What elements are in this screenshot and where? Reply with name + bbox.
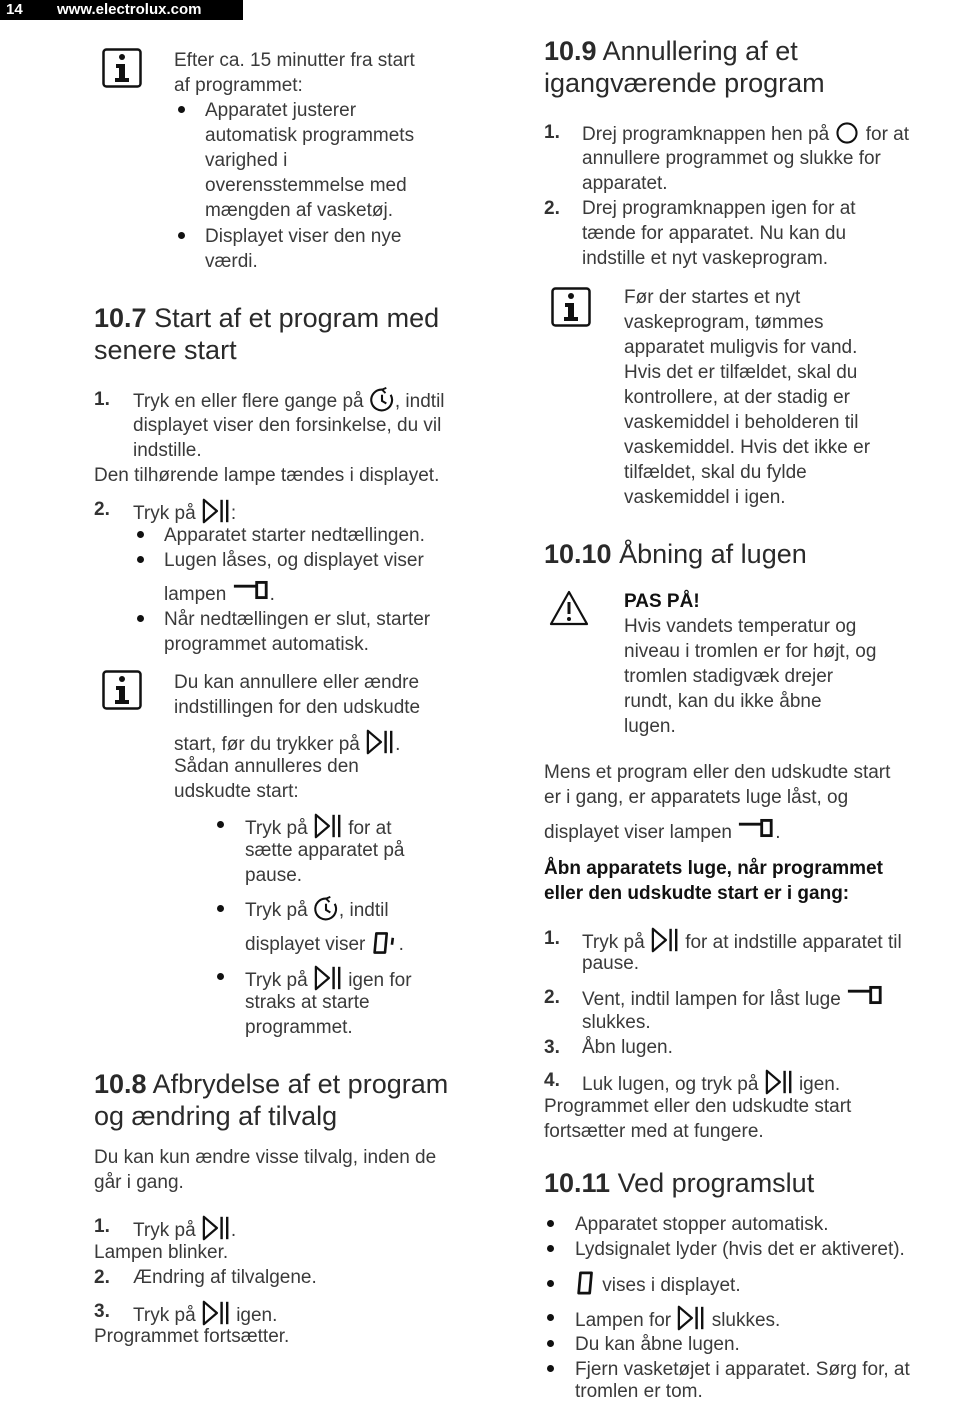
s108-step-3-l2: Programmet fortsætter. <box>94 1326 290 1347</box>
warning-l5: lugen. <box>624 716 676 737</box>
s109-step-1-l2: annullere programmet og slukke for <box>582 148 881 169</box>
section-title: Annullering af et <box>602 36 798 66</box>
step-text: Drej programknappen hen på <box>582 124 830 145</box>
info-icon <box>551 287 591 327</box>
section-number: 10.8 <box>94 1069 147 1099</box>
s1011-b2: Lydsignalet lyder (hvis det er aktiveret). <box>575 1239 905 1260</box>
info1-b2-l1: Displayet viser den nye <box>205 226 402 247</box>
step-text: Tryk på <box>133 1305 196 1326</box>
lamp-text: lampen <box>164 584 227 605</box>
info2-b1-l2: sætte apparatet på <box>245 840 405 861</box>
play-pause-icon <box>201 497 231 525</box>
info-text: for at <box>348 818 392 839</box>
info-text: igen for <box>348 970 412 991</box>
s108-step-3 <box>94 1299 110 1324</box>
warning-l3: tromlen stadigvæk drejer <box>624 666 834 687</box>
info2-l2: indstillingen for den udskudte <box>174 697 421 718</box>
bullet <box>137 531 144 538</box>
info-text: start, før du trykker på <box>174 734 360 755</box>
play-pause-icon <box>764 1068 794 1096</box>
info-text: Tryk på <box>245 900 308 921</box>
step-text: , indtil <box>394 391 445 412</box>
display-zero-icon <box>371 930 399 956</box>
info1-b1-l5: mængden af vasketøj. <box>205 200 393 221</box>
s1010-step-3-text: Åbn lugen. <box>582 1037 673 1058</box>
info1-b1-l2: automatisk programmets <box>205 125 415 146</box>
s107-bullet-2: Lugen låses, og displayet viser <box>164 550 424 571</box>
s1010-p3 <box>544 818 781 845</box>
step-1-l2: displayet viser den forsinkelse, du vil <box>133 415 442 436</box>
info-icon <box>102 48 142 88</box>
paragraph-text: displayet viser lampen <box>544 822 732 843</box>
s1010-bold-l1: Åbn apparatets luge, når programmet <box>544 858 883 879</box>
play-pause-icon <box>201 1214 231 1242</box>
step-text: Tryk en eller flere gange på <box>133 391 364 412</box>
info1-b1-l3: varighed i <box>205 150 288 171</box>
step-2-text <box>133 497 236 526</box>
info3-l7: vaskemiddel. Hvis det ikke er <box>624 437 871 458</box>
step-text: igen. <box>236 1305 278 1326</box>
s1010-bold-l2: eller den udskudte start er i gang: <box>544 883 850 904</box>
info3-l4: Hvis det er tilfældet, skal du <box>624 362 858 383</box>
play-pause-icon <box>313 964 343 992</box>
step-1-l4: Den tilhørende lampe tændes i displayet. <box>94 465 440 486</box>
info2-l4: Sådan annulleres den <box>174 756 359 777</box>
s109-step-1 <box>544 120 560 145</box>
bullet <box>547 1280 554 1287</box>
bullet-text: vises i displayet. <box>602 1275 741 1296</box>
step-number: 4. <box>544 1070 560 1091</box>
info1-line2: af programmet: <box>174 75 303 96</box>
s1010-step-2-text <box>582 985 884 1012</box>
play-pause-icon <box>650 926 680 954</box>
s108-intro-l2: går i gang. <box>94 1172 184 1193</box>
bullet <box>137 615 144 622</box>
bullet <box>178 232 185 239</box>
step-text: Luk lugen, og tryk på <box>582 1074 759 1095</box>
step-number: 2. <box>94 499 110 520</box>
s108-step-1-text <box>133 1214 236 1243</box>
door-lock-icon <box>846 985 884 1005</box>
s1011-b5: Du kan åbne lugen. <box>575 1334 740 1355</box>
s1011-b6-l1: Fjern vasketøjet i apparatet. Sørg for, at <box>575 1359 910 1380</box>
section-number: 10.11 <box>544 1168 611 1198</box>
s109-step-2-l3: indstille et nyt vaskeprogram. <box>582 248 829 269</box>
bullet <box>547 1365 554 1372</box>
section-title: Start af et program med <box>154 303 440 333</box>
play-pause-icon <box>313 812 343 840</box>
section-title: Åbning af lugen <box>619 539 807 569</box>
info3-l8: tilfældet, skal du fylde <box>624 462 807 483</box>
bullet <box>217 905 224 912</box>
s107-bullet-1: Apparatet starter nedtællingen. <box>164 525 425 546</box>
s108-step-2 <box>94 1265 110 1290</box>
section-heading-10-9 <box>544 35 798 67</box>
step-text: : <box>230 503 237 524</box>
section-title: Ved programslut <box>617 1168 815 1198</box>
s108-step-1-l2: Lampen blinker. <box>94 1242 229 1263</box>
s1010-step-2-l2: slukkes. <box>582 1012 651 1033</box>
page-number: 14 <box>6 1 23 18</box>
step-text: Vent, indtil lampen for låst luge <box>582 989 841 1010</box>
s1010-p1: Mens et program eller den udskudte start <box>544 762 891 783</box>
bullet <box>547 1245 554 1252</box>
section-heading-10-9-l2: igangværende program <box>544 68 825 98</box>
warning-l4: rundt, kan du ikke åbne <box>624 691 822 712</box>
s109-step-2 <box>544 196 560 221</box>
s1010-step-2 <box>544 985 560 1010</box>
info2-b2-l2 <box>245 930 404 957</box>
info3-l1: Før der startes et nyt <box>624 287 801 308</box>
bullet-text: slukkes. <box>711 1310 781 1331</box>
step-1 <box>94 387 110 412</box>
delay-start-icon <box>313 896 339 922</box>
bullet <box>217 973 224 980</box>
section-heading-10-10 <box>544 538 807 570</box>
info2-b2 <box>245 896 389 923</box>
step-number: 3. <box>544 1037 560 1058</box>
info-text: Tryk på <box>245 970 308 991</box>
info-text: displayet viser <box>245 934 366 955</box>
delay-start-icon <box>369 387 395 413</box>
info2-l1: Du kan annullere eller ændre <box>174 672 420 693</box>
s1011-b1: Apparatet stopper automatisk. <box>575 1214 829 1235</box>
section-heading-10-8-l2: og ændring af tilvalg <box>94 1101 338 1131</box>
section-number: 10.10 <box>544 539 612 569</box>
period: . <box>230 1220 237 1241</box>
period: . <box>398 934 404 955</box>
info3-l9: vaskemiddel i igen. <box>624 487 786 508</box>
step-number: 2. <box>544 987 560 1008</box>
step-number: 3. <box>94 1301 110 1322</box>
bullet <box>547 1340 554 1347</box>
step-1-text <box>133 387 445 414</box>
s1011-b4 <box>575 1304 780 1333</box>
section-title: Afbrydelse af et program <box>152 1069 449 1099</box>
section-number: 10.9 <box>544 36 597 66</box>
step-text: for at indstille apparatet til <box>685 932 902 953</box>
info1-b1-l4: overensstemmelse med <box>205 175 407 196</box>
bullet <box>178 106 185 113</box>
s109-step-2-l2: tænde for apparatet. Nu kan du <box>582 223 847 244</box>
step-text: for at <box>865 124 910 145</box>
s1010-p5: fortsætter med at fungere. <box>544 1121 764 1142</box>
section-heading-10-7-l2: senere start <box>94 335 237 365</box>
section-number: 10.7 <box>94 303 147 333</box>
step-2 <box>94 497 110 522</box>
s1010-step-1-l2: pause. <box>582 953 640 974</box>
s1010-step-4-text <box>582 1068 840 1097</box>
s1010-step-4 <box>544 1068 560 1093</box>
period: . <box>395 734 401 755</box>
step-text: Tryk på <box>582 932 645 953</box>
bullet <box>217 821 224 828</box>
info2-b1-l3: pause. <box>245 865 303 886</box>
s108-step-2-text: Ændring af tilvalgene. <box>133 1267 317 1288</box>
info2-b3-l3: programmet. <box>245 1017 353 1038</box>
info2-l3 <box>174 728 400 757</box>
info2-b1 <box>245 812 392 841</box>
display-zero-icon <box>575 1269 597 1297</box>
info3-l3: apparatet muligvis for vand. <box>624 337 858 358</box>
s107-bullet-2-l2 <box>164 580 275 607</box>
step-number: 1. <box>544 928 560 949</box>
bullet-text: Lampen for <box>575 1310 672 1331</box>
s1011-b6-l2: tromlen er tom. <box>575 1381 703 1402</box>
step-number: 2. <box>544 198 560 219</box>
info3-l5: kontrollere, at der stadig er <box>624 387 851 408</box>
s109-step-2-l1: Drej programknappen igen for at <box>582 198 856 219</box>
period: . <box>775 822 781 843</box>
bullet <box>137 556 144 563</box>
s109-step-1-text <box>582 120 909 147</box>
section-heading-10-11 <box>544 1167 814 1199</box>
bullet <box>547 1314 554 1321</box>
s107-bullet-3-l1: Når nedtællingen er slut, starter <box>164 609 431 630</box>
info-icon <box>102 670 142 710</box>
s1010-p2: er i gang, er apparatets luge låst, og <box>544 787 849 808</box>
step-text: Tryk på <box>133 503 196 524</box>
step-text: Tryk på <box>133 1220 196 1241</box>
s1010-p4: Programmet eller den udskudte start <box>544 1096 852 1117</box>
play-pause-icon <box>201 1299 231 1327</box>
step-1-l3: indstille. <box>133 440 202 461</box>
s107-bullet-3-l2: programmet automatisk. <box>164 634 369 655</box>
info2-b3 <box>245 964 412 993</box>
step-number: 1. <box>94 1216 110 1237</box>
info1-b1-l1: Apparatet justerer <box>205 100 357 121</box>
info2-l5: udskudte start: <box>174 781 299 802</box>
info1-line1: Efter ca. 15 minutter fra start <box>174 50 415 71</box>
s108-intro-l1: Du kan kun ændre visse tilvalg, inden de <box>94 1147 437 1168</box>
bullet <box>547 1220 554 1227</box>
s1010-step-3 <box>544 1035 560 1060</box>
play-pause-icon <box>676 1304 706 1332</box>
info3-l2: vaskeprogram, tømmes <box>624 312 824 333</box>
step-number: 2. <box>94 1267 110 1288</box>
off-position-icon <box>834 120 860 146</box>
info3-l6: vaskemiddel i beholderen til <box>624 412 859 433</box>
info2-b3-l2: straks at starte <box>245 992 370 1013</box>
section-heading-10-8 <box>94 1068 448 1100</box>
warning-l2: niveau i tromlen er for højt, og <box>624 641 877 662</box>
step-number: 1. <box>544 122 560 143</box>
s109-step-1-l3: apparatet. <box>582 173 668 194</box>
s108-step-1 <box>94 1214 110 1239</box>
step-text: igen. <box>798 1074 841 1095</box>
warning-title: PAS PÅ! <box>624 591 700 612</box>
play-pause-icon <box>365 728 395 756</box>
door-lock-icon <box>737 818 775 838</box>
warning-l1: Hvis vandets temperatur og <box>624 616 857 637</box>
warning-icon <box>549 590 589 626</box>
period: . <box>269 584 275 605</box>
step-number: 1. <box>94 389 110 410</box>
info-text: , indtil <box>338 900 389 921</box>
s1011-b3 <box>575 1269 741 1298</box>
page-header <box>0 0 960 20</box>
s1010-step-1 <box>544 926 560 951</box>
door-lock-icon <box>232 580 270 600</box>
info1-b2-l2: værdi. <box>205 251 258 272</box>
header-url: www.electrolux.com <box>57 1 202 18</box>
section-heading-10-7 <box>94 302 439 334</box>
info-text: Tryk på <box>245 818 308 839</box>
